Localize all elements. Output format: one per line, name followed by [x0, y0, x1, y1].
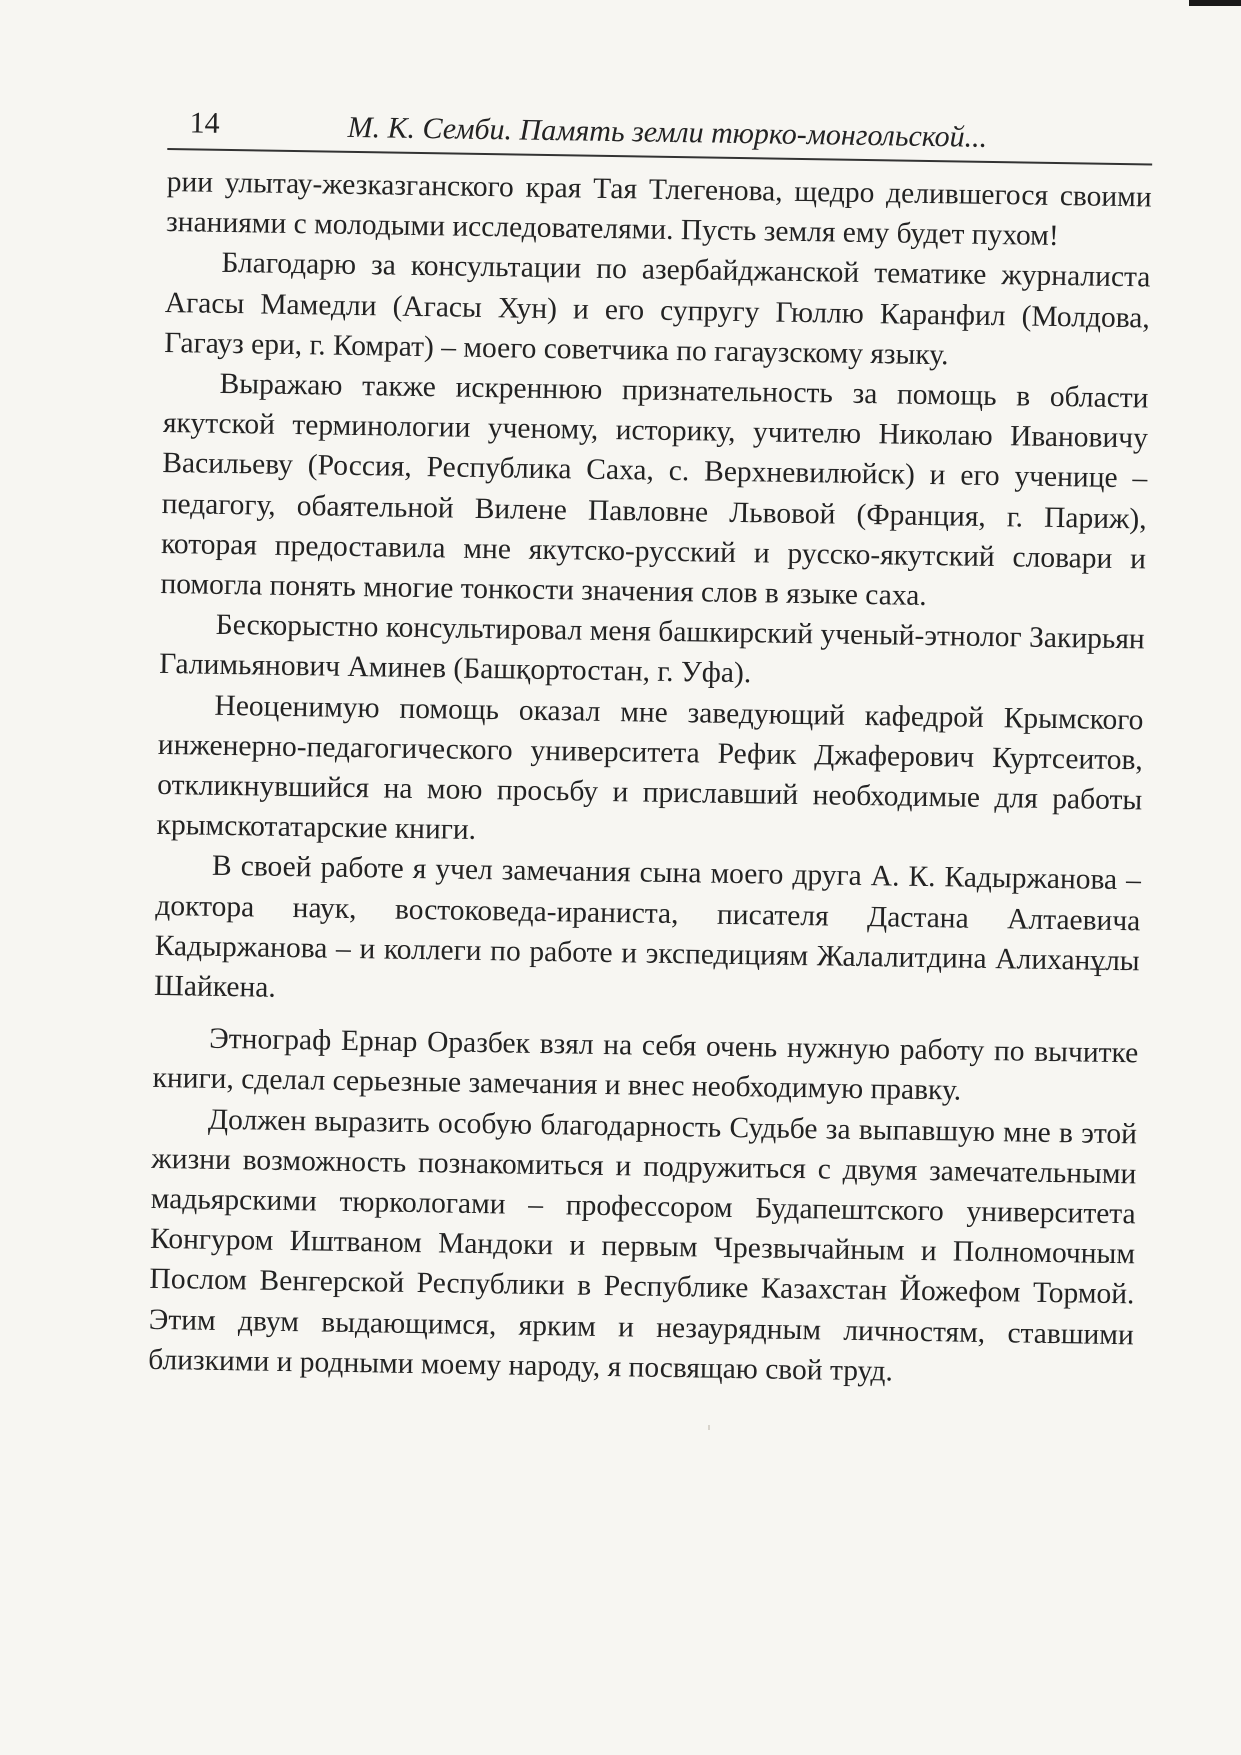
paragraph-proofreading: Этнограф Ернар Оразбек взял на себя очень нужную работу по вычитке книги, сделал серьезные замечания и внес необходимую правку. [152, 1023, 1139, 1108]
running-header [167, 104, 1153, 165]
paragraph-crimean-help: Неоценимую помощь оказал мне заведующий кафедрой Крымского инженерно-педагогического университета Рефик Джаферович Куртсеитов, откликнувшийся на мою просьбу и приславший необходимые для работы крымскотатарские книги. [156, 689, 1144, 847]
paragraph-dedication: Должен выразить особую благодарность Судьбе за выпавшую мне в этой жизни возможность познакомиться и подружиться с двумя замечательными мадьярскими тюркологами – профессором Будапештского университета Конгуром Иштваном Мандоки и первым Чрезвычайным и Полномочным Послом Венгерской Республики в Республике Казахстан Йожефом Тормой. Этим двум выдающимся, ярким и незаурядным личностям, ставшими близкими и родными моему народу, я посвящаю свой труд. [148, 1103, 1138, 1388]
scan-edge-mark [1189, 0, 1241, 6]
paragraph-azerbaijani-consult: Благодарю за консультации по азербайджанской тематике журналиста Агасы Мамедли (Агасы Хун) и его супругу Гюллю Каранфил (Молдова, Гагауз ери, г. Комрат) – моего советчика по гагаузскому языку. [163, 247, 1151, 372]
paragraph-remarks: В своей работе я учел замечания сына моего друга А. К. Кадыржанова – доктора наук, востоковеда-ираниста, писателя Дастана Алтаевича Кадыржанова – и коллеги по работе и экспедициям Жалалитдина Алиханұлы Шайкена. [153, 850, 1142, 1004]
book-page [148, 104, 1153, 1395]
page-number: 14 [189, 106, 220, 140]
paragraph-bashkir-consult: Бескорыстно консультировал меня башкирский ученый-этнолог Закирьян Галимьянович Аминев (Башқортостан, г. Уфа). [158, 609, 1145, 690]
paragraph-yakut-terminology: Выражаю также искреннюю признательность за помощь в области якутской терминологии ученому, историку, учителю Николаю Ивановичу Васильеву (Россия, Республика Саха, с. Верхневилюйск) и его ученице – педагогу, обаятельной Вилене Павловне Львовой (Франция, г. Париж), которая предоставила мне якутско-русский и русско-якутский словари и помогла понять многие тонкости значения слов в языке саха. [160, 367, 1149, 613]
body-text [148, 162, 1152, 1395]
paragraph-continuation: рии улытау-жезказганского края Тая Тлегенова, щедро делившегося своими знаниями с молодыми исследователями. Пусть земля ему будет пухом! [165, 165, 1152, 253]
running-title: М. К. Семби. Память земли тюрко-монгольской... [347, 110, 988, 154]
scan-speck [708, 1425, 710, 1430]
